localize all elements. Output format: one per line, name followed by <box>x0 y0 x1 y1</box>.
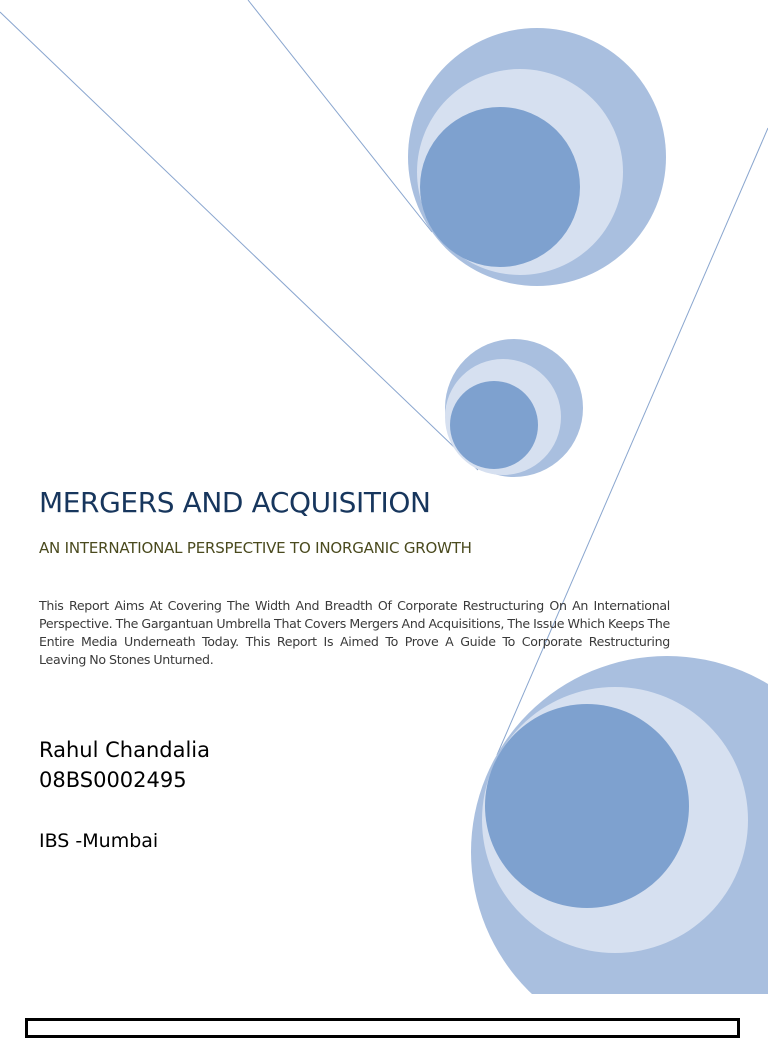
bottom-border-box <box>25 1018 740 1038</box>
decor-line-top <box>248 0 432 232</box>
author-name: Rahul Chandalia <box>39 738 211 762</box>
document-abstract: This Report Aims At Covering The Width And Breadth Of Corporate Restructuring On An International Perspective. The Gargantuan Umbrella That Covers Mergers And Acquisitions, The Issue Which Keeps The Entire Media Underneath Today. This Report Is Aimed To Prove A Guide To Corporate Restructuring Leaving No Stones Unturned. <box>39 598 670 667</box>
roll-number: 08BS0002495 <box>39 768 187 792</box>
document-subtitle: AN INTERNATIONAL PERSPECTIVE TO INORGANIC GROWTH <box>39 539 472 557</box>
circle-bottom-inner <box>485 704 689 908</box>
document-title: MERGERS AND ACQUISITION <box>39 486 431 519</box>
circle-mid-inner <box>450 381 538 469</box>
circle-top-inner <box>420 107 580 267</box>
decor-line-left <box>0 12 478 470</box>
institution-name: IBS -Mumbai <box>39 830 159 852</box>
